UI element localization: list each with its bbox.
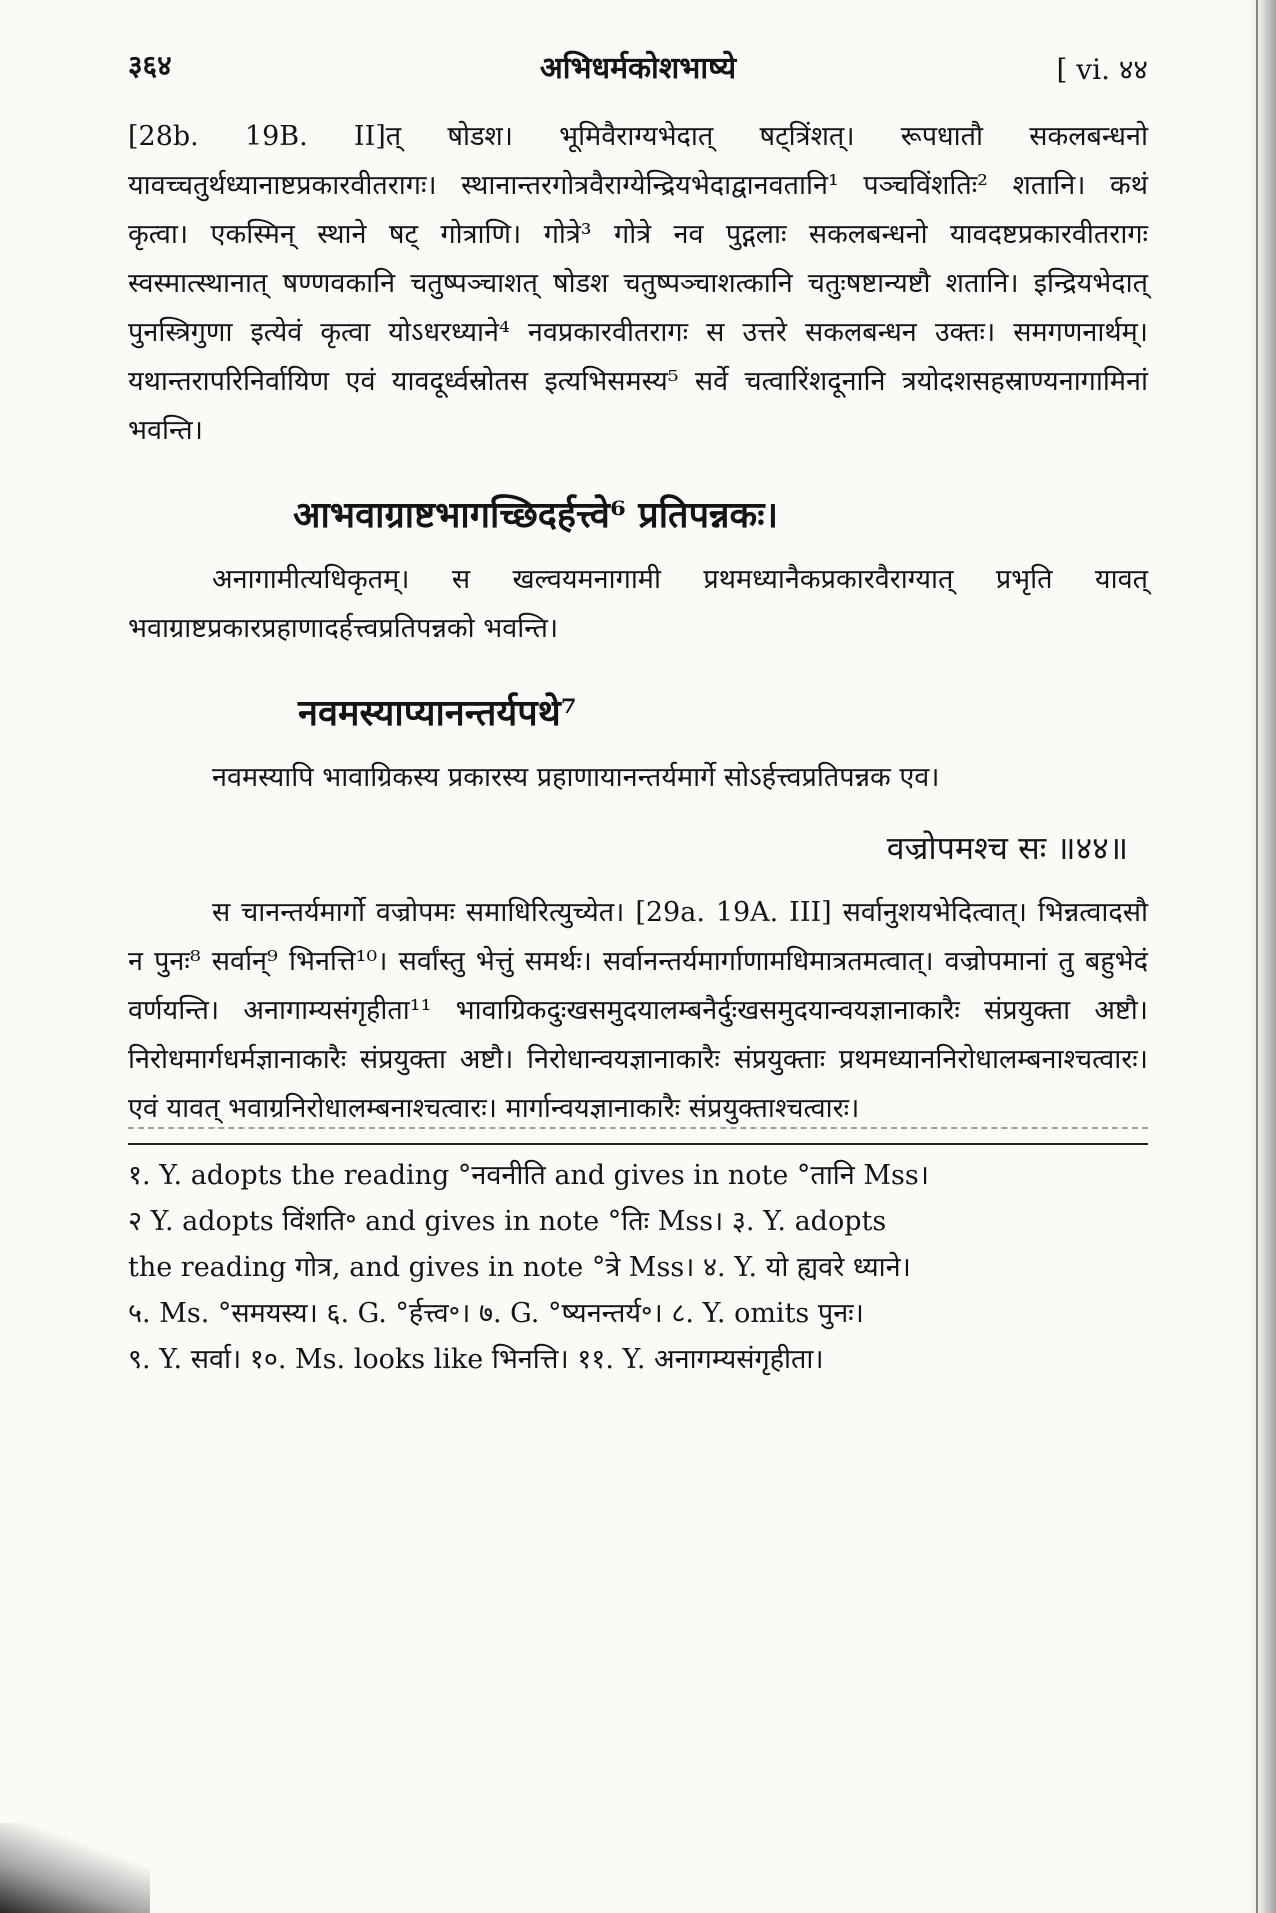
footnotes — [128, 1153, 1148, 1383]
running-title: अभिधर्मकोशभाष्ये — [539, 51, 737, 86]
commentary-paragraph-1: [28b. 19B. II]त् षोडश। भूमिवैराग्यभेदात् षट्त्रिंशत्। रूपधातौ सकलबन्धनो यावच्चतुर्थध्यानाष्टप्रकारवीतरागः। स्थानान्तरगोत्रवैराग्येन्द्रियभेदाद्वानवतानि¹ पञ्चविंशतिः² शतानि। कथं कृत्वा। एकस्मिन् स्थाने षट् गोत्राणि। गोत्रे³ गोत्रे नव पुद्गलाः सकलबन्धनो यावदष्टप्रकारवीतरागः स्वस्मात्स्थानात् षण्णवकानि चतुष्पञ्चाशत् षोडश चतुष्पञ्चाशत्कानि चतुःषष्टान्यष्टौ शतानि। इन्द्रियभेदात् पुनस्त्रिगुणा इत्येवं कृत्वा योऽधरध्याने⁴ नवप्रकारवीतरागः स उत्तरे सकलबन्धन उक्तः। समगणनार्थम्। यथान्तरापरिनिर्वायिण एवं यावदूर्ध्वस्रोतस इत्यभिसमस्य⁵ सर्वे चत्वारिंशदूनानि त्रयोदशसहस्राण्यनागामिनां भवन्ति। — [128, 121, 1148, 446]
footnote-line: ९. Y. सर्वा। १०. Ms. looks like भिनत्ति। ११. Y. अनागम्यसंगृहीता। — [128, 1344, 824, 1375]
footnote-line: ५. Ms. °समयस्य। ६. G. °र्हत्त्व॰। ७. G. °ष्यनन्तर्य॰। ८. Y. omits पुनः। — [128, 1298, 864, 1329]
footnote-line: २ Y. adopts विंशति॰ and gives in note °तिः Mss। ३. Y. adopts — [128, 1206, 887, 1237]
page-edge-shadow — [1248, 0, 1276, 1913]
page-edge-line — [1256, 0, 1258, 1913]
karika-verse-3: वज्रोपमश्च सः ॥४४॥ — [886, 829, 1128, 867]
commentary-paragraph-3: नवमस्यापि भावाग्रिकस्य प्रकारस्य प्रहाणायानन्तर्यमार्गे सोऽर्हत्त्वप्रतिपन्नक एव। — [212, 762, 940, 793]
faint-rule — [128, 1127, 1148, 1129]
karika-verse-2: नवमस्याप्यानन्तर्यपथे⁷ — [298, 692, 577, 734]
commentary-paragraph-4: स चानन्तर्यमार्गो वज्रोपमः समाधिरित्युच्येत। [29a. 19A. III] सर्वानुशयभेदित्वात्। भिन्नत्वादसौ न पुनः⁸ सर्वान्⁹ भिनत्ति¹⁰। सर्वांस्तु भेत्तुं समर्थः। सर्वानन्तर्यमार्गाणामधिमात्रतमत्वात्। वज्रोपमानां तु बहुभेदं वर्णयन्ति। अनागाम्यसंगृहीता¹¹ भावाग्रिकदुःखसमुदयालम्बनैर्दुःखसमुदयान्वयज्ञानाकारैः संप्रयुक्ता अष्टौ। निरोधमार्गधर्मज्ञानाकारैः संप्रयुक्ता अष्टौ। निरोधान्वयज्ञानाकारैः संप्रयुक्ताः प्रथमध्याननिरोधालम्बनाश्चत्वारः। एवं यावत् भवाग्रनिरोधालम्बनाश्चत्वारः। मार्गान्वयज्ञानाकारैः संप्रयुक्ताश्चत्वारः। — [128, 897, 1148, 1124]
section-reference: [ vi. ४४ — [1056, 53, 1148, 86]
page-content — [128, 40, 1148, 1383]
corner-smudge — [0, 1823, 150, 1913]
karika-verse-1: आभवाग्राष्टभागच्छिदर्हत्त्वे⁶ प्रतिपन्नकः। — [293, 494, 779, 536]
footnote-line: the reading गोत्र, and gives in note °त्रे Mss। ४. Y. यो ह्यवरे ध्याने। — [128, 1252, 911, 1283]
commentary-paragraph-2: अनागामीत्यधिकृतम्। स खल्वयमनागामी प्रथमध्यानैकप्रकारवैराग्यात् प्रभृति यावत् भवाग्राष्टप्रकारप्रहाणादर्हत्त्वप्रतिपन्नको भवन्ति। — [128, 564, 1148, 644]
footnote-line: १. Y. adopts the reading °नवनीति and gives in note °तानि Mss। — [128, 1160, 929, 1191]
running-head — [128, 40, 1148, 100]
footnote-rule — [128, 1143, 1148, 1145]
page-number: ३६४ — [128, 49, 172, 82]
